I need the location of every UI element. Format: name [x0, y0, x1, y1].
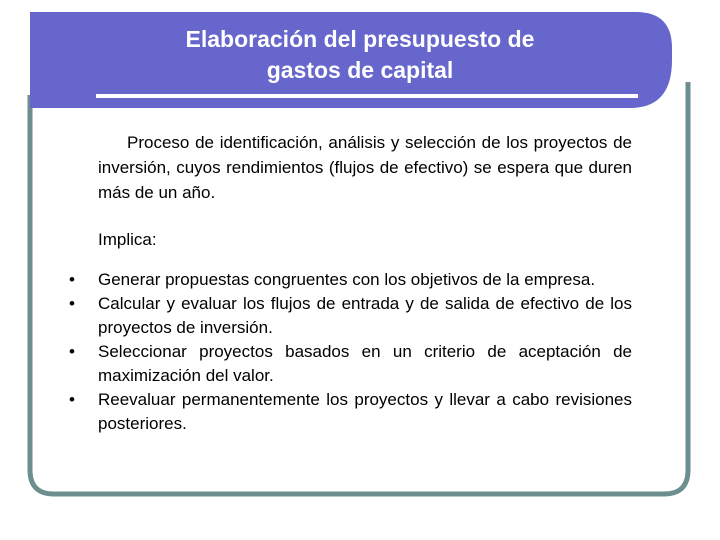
slide-title — [110, 24, 610, 86]
bullet-item — [66, 388, 632, 436]
bullet-item — [66, 268, 632, 292]
slide-content — [66, 130, 632, 436]
bullet-item — [66, 292, 632, 340]
bullet-text: Reevaluar permanentemente los proyectos y llevar a cabo revisiones posteriores. — [98, 390, 632, 433]
bullet-text: Seleccionar proyectos basados en un criterio de aceptación de maximización del valor. — [98, 342, 632, 385]
bullet-icon: • — [69, 294, 75, 313]
title-line-1: Elaboración del presupuesto de — [185, 26, 535, 52]
bullet-text: Generar propuestas congruentes con los objetivos de la empresa. — [98, 270, 596, 289]
bullet-icon: • — [69, 270, 75, 289]
bullet-list — [66, 268, 632, 436]
implica-label: Implica: — [98, 230, 157, 249]
bullet-icon: • — [69, 390, 75, 409]
title-line-2: gastos de capital — [266, 57, 454, 83]
title-underline — [96, 94, 638, 98]
bullet-icon: • — [69, 342, 75, 361]
bullet-text: Calcular y evaluar los flujos de entrada y de salida de efectivo de los proyectos de inversión. — [98, 294, 632, 337]
intro-paragraph: Proceso de identificación, análisis y selección de los proyectos de inversión, cuyos rendimientos (flujos de efectivo) se espera que duren más de un año. — [98, 133, 632, 202]
bullet-item — [66, 340, 632, 388]
